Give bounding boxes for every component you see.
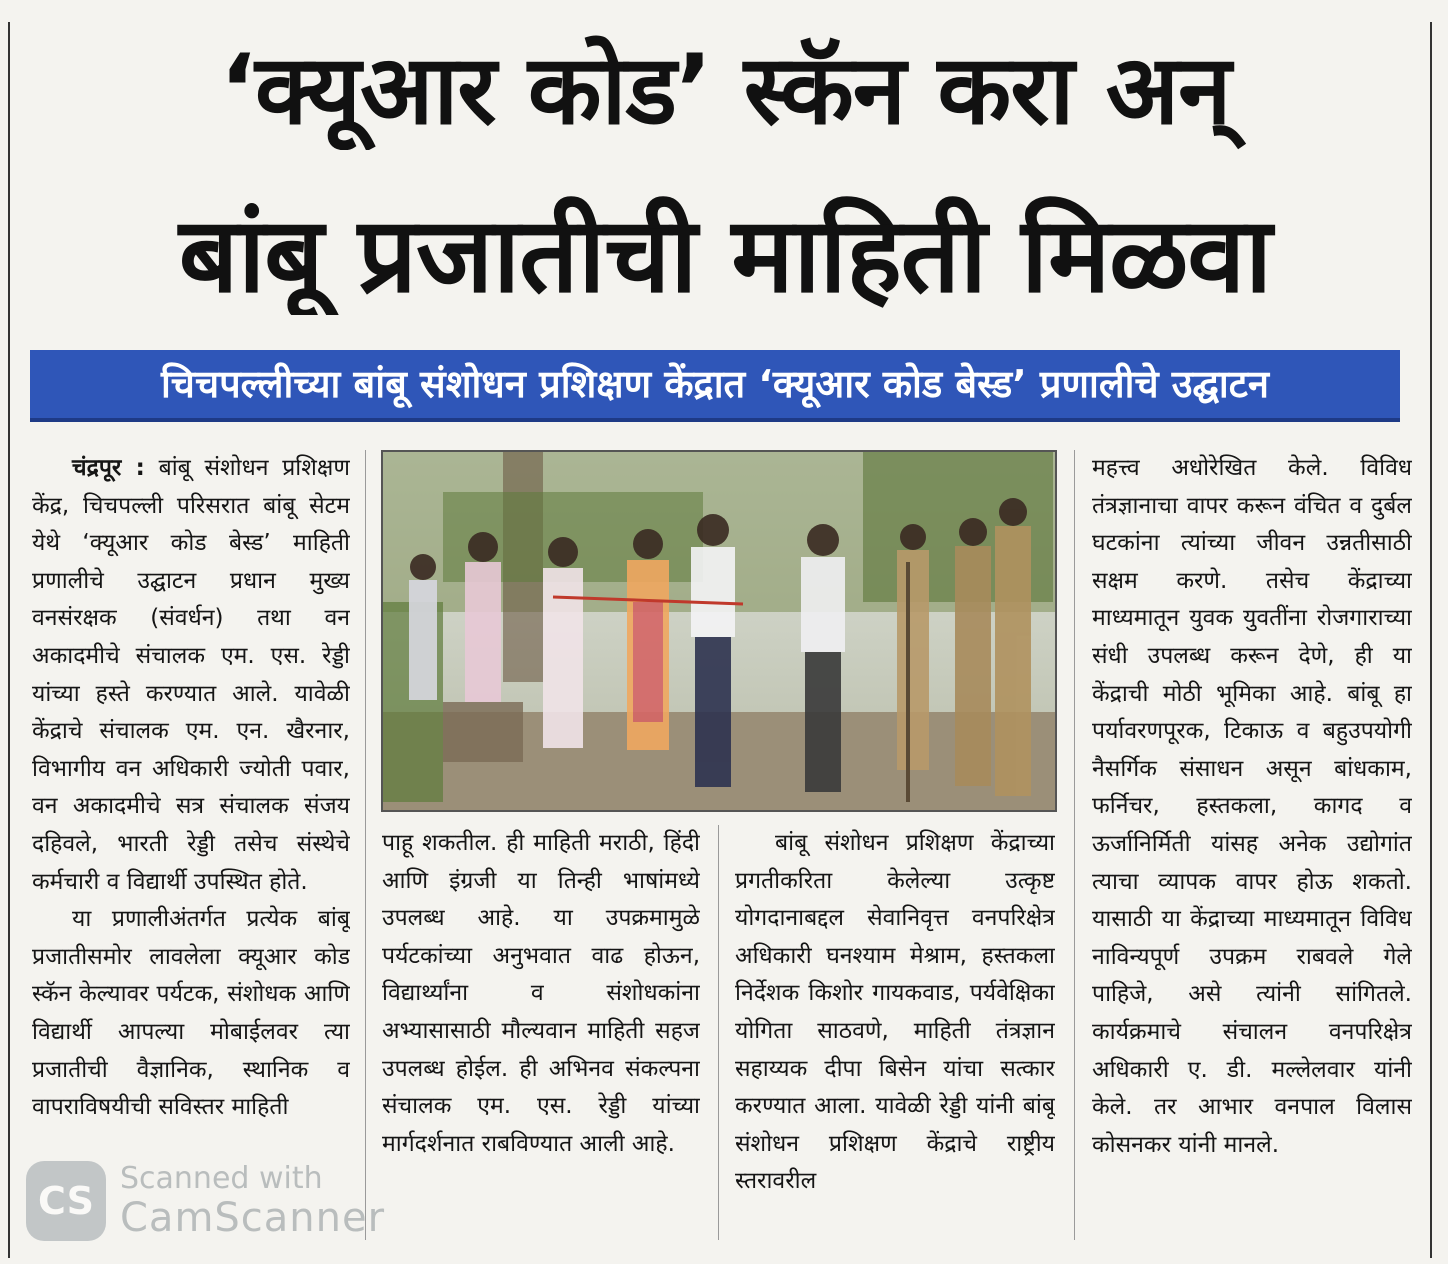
column-divider bbox=[718, 825, 719, 1240]
article-paragraph: पाहू शकतील. ही माहिती मराठी, हिंदी आणि इंग्रजी या तिन्ही भाषांमध्ये उपलब्ध आहे. या उपक्रमामुळे पर्यटकांच्या अनुभवात वाढ होऊन, विद्यार्थ्यांना व संशोधकांना अभ्यासासाठी मौल्यवान माहिती सहज उपलब्ध होईल. ही अभिनव संकल्पना संचालक एम. एस. रेड्डी यांच्या मार्गदर्शनात राबविण्यात आली आहे. bbox=[382, 830, 700, 1157]
article-paragraph: या प्रणालीअंतर्गत प्रत्येक बांबू प्रजातीसमोर लावलेला क्यूआर कोड स्कॅन केल्यावर पर्यटक, संशोधक आणि विद्यार्थी आपल्या मोबाईलवर त्या प्रजातीची वैज्ञानिक, स्थानिक व वापराविषयीची सविस्तर माहिती bbox=[32, 906, 350, 1121]
headline-line-2: बांबू प्रजातीची माहिती मिळवा bbox=[178, 195, 1272, 315]
event-photo-illustration bbox=[383, 452, 1055, 810]
article-column-1 bbox=[32, 450, 350, 1250]
column-divider bbox=[365, 450, 366, 1240]
article-paragraph: महत्त्व अधोरेखित केले. विविध तंत्रज्ञानाचा वापर करून वंचित व दुर्बल घटकांना त्यांच्या जीवन उन्नतीसाठी सक्षम करणे. तसेच केंद्राच्या माध्यमातून युवक युवतींना रोजगाराच्या संधी उपलब्ध करून देणे, ही या केंद्राची मोठी भूमिका आहे. बांबू हा पर्यावरणपूरक, टिकाऊ व बहुउपयोगी नैसर्गिक संसाधन असून बांधकाम, फर्निचर, हस्तकला, कागद व ऊर्जानिर्मिती यांसह अनेक उद्योगांत त्याचा व्यापक वापर होऊ शकतो. यासाठी या केंद्राच्या माध्यमातून विविध नाविन्यपूर्ण उपक्रम राबवले गेले पाहिजे, असे त्यांनी सांगितले. कार्यक्रमाचे संचालन वनपरिक्षेत्र अधिकारी ए. डी. मल्लेलवार यांनी केले. तर आभार वनपाल विलास कोसनकर यांनी मानले. bbox=[1092, 455, 1412, 1158]
article-column-4 bbox=[1092, 450, 1412, 1250]
paragraph-text: बांबू संशोधन प्रशिक्षण केंद्र, चिचपल्ली परिसरात बांबू सेटम येथे ‘क्यूआर कोड बेस्ड’ माहिती प्रणालीचे उद्घाटन प्रधान मुख्य वनसंरक्षक (संवर्धन) तथा वन अकादमीचे संचालक एम. एस. रेड्डी यांच्या हस्ते करण्यात आले. यावेळी केंद्राचे संचालक एम. एन. खैरनार, विभागीय वन अधिकारी ज्योती पवार, वन अकादमीचे सत्र संचालक संजय दहिवले, भारती रेड्डी तसेच संस्थेचे कर्मचारी व विद्यार्थी उपस्थित होते. bbox=[32, 455, 350, 895]
event-photo bbox=[381, 450, 1057, 812]
article-paragraph bbox=[32, 450, 350, 901]
subheadline-banner: चिचपल्लीच्या बांबू संशोधन प्रशिक्षण केंद्रात ‘क्यूआर कोड बेस्ड’ प्रणालीचे उद्घाटन bbox=[30, 350, 1400, 422]
headline-line-1: ‘क्यूआर कोड’ स्कॅन करा अन् bbox=[219, 34, 1231, 146]
watermark-line-1: Scanned with bbox=[120, 1161, 323, 1196]
dateline: चंद्रपूर : bbox=[72, 455, 145, 481]
camscanner-watermark bbox=[20, 1155, 386, 1245]
camscanner-logo: CS bbox=[26, 1161, 106, 1241]
article-paragraph: बांबू संशोधन प्रशिक्षण केंद्राच्या प्रगतीकरिता केलेल्या उत्कृष्ट योगदानाबद्दल सेवानिवृत्त वनपरिक्षेत्र अधिकारी घनश्याम मेश्राम, हस्तकला निर्देशक किशोर गायकवाड, पर्यवेक्षिका योगिता साठवणे, माहिती तंत्रज्ञान सहाय्यक दीपा बिसेन यांचा सत्कार करण्यात आला. यावेळी रेड्डी यांनी बांबू संशोधन प्रशिक्षण केंद्राचे राष्ट्रीय स्तरावरील bbox=[735, 830, 1055, 1195]
article-column-2 bbox=[382, 825, 700, 1250]
article-column-3 bbox=[735, 825, 1055, 1250]
watermark-line-2: CamScanner bbox=[120, 1195, 386, 1241]
column-divider bbox=[1074, 450, 1075, 1240]
